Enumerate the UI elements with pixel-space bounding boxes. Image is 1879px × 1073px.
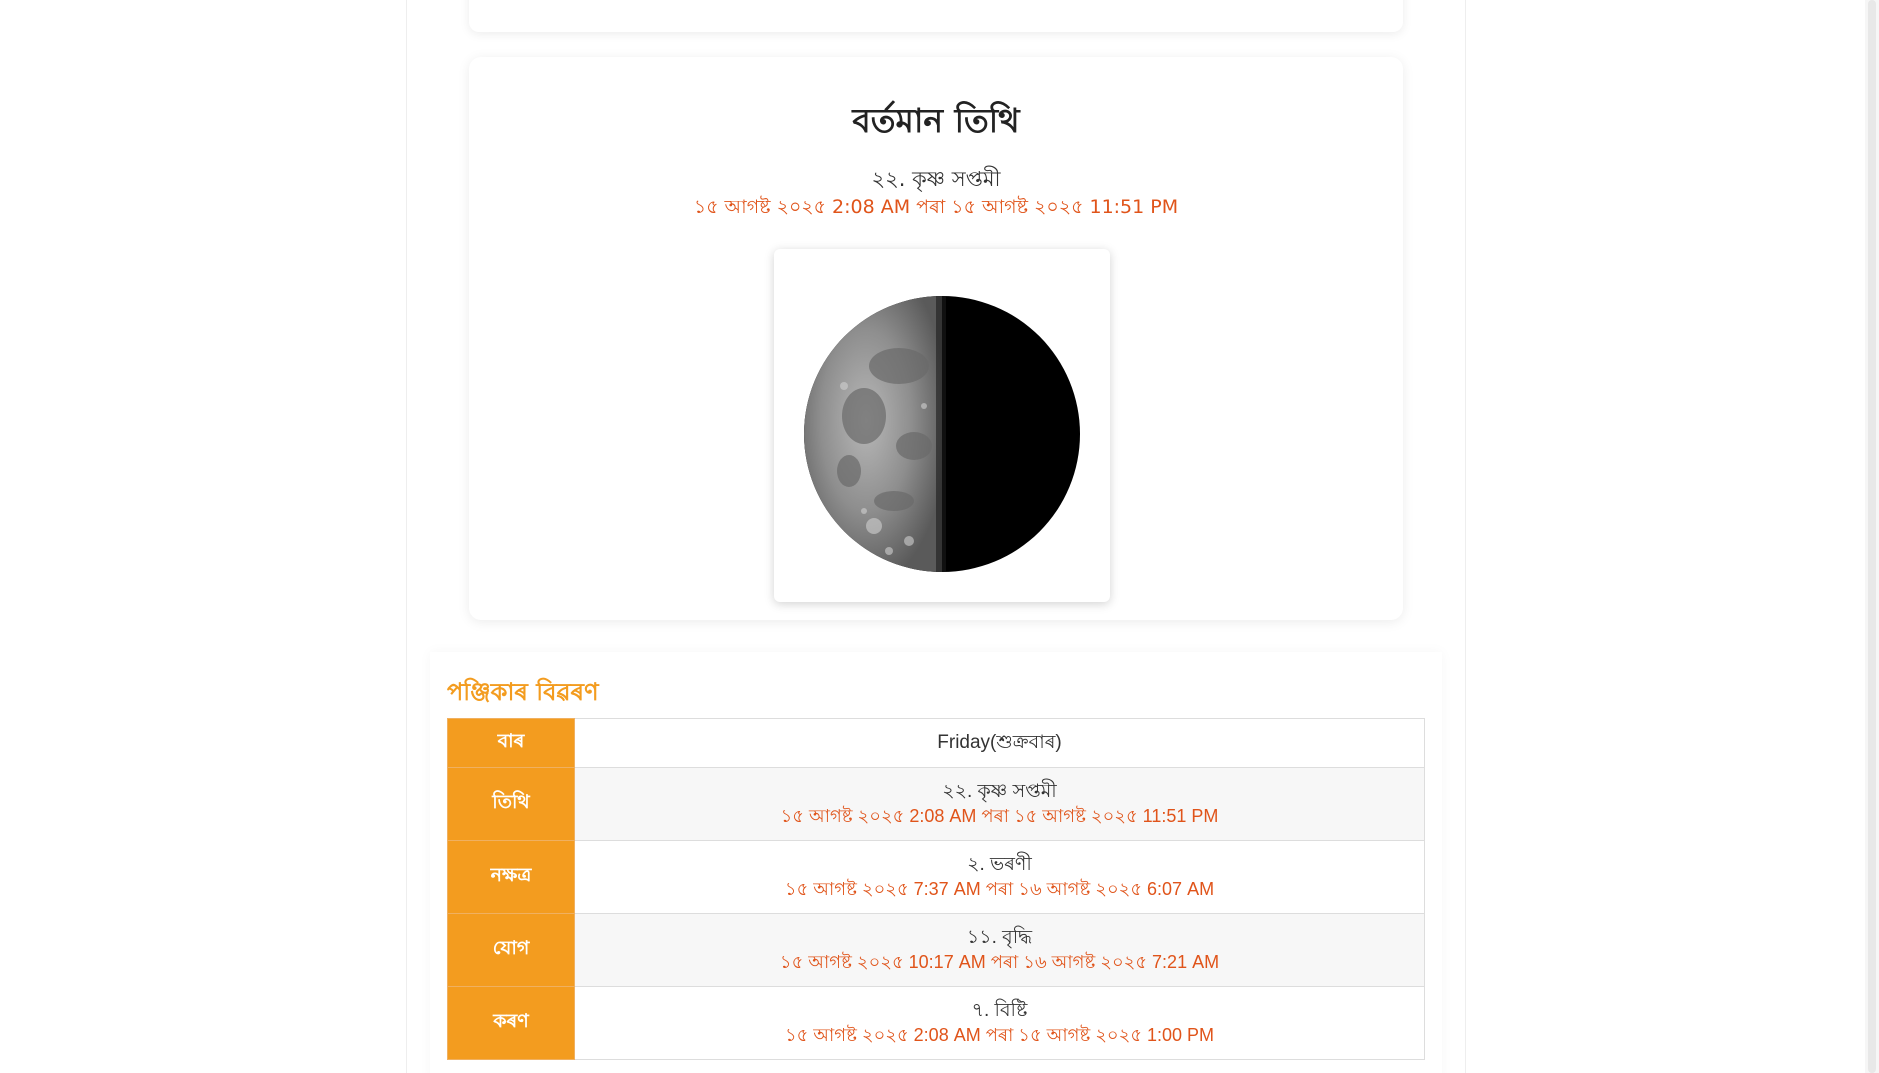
table-row-day	[448, 719, 1425, 768]
row-label: যোগ	[448, 914, 575, 987]
panchang-table	[447, 718, 1425, 1060]
yoga-value: ১১. বৃদ্ধি	[966, 927, 1033, 948]
nakshatra-value: ২. ভৰণী	[967, 854, 1032, 875]
current-tithi-card	[469, 57, 1403, 620]
content-container	[406, 0, 1466, 1073]
row-value	[575, 841, 1425, 914]
waning-half-moon-image	[804, 296, 1080, 572]
row-value	[575, 768, 1425, 841]
row-label: নক্ষত্ৰ	[448, 841, 575, 914]
tithi-time: ১৫ আগষ্ট ২০২৫ 2:08 AM পৰা ১৫ আগষ্ট ২০২৫ 11:51 PM	[780, 806, 1219, 826]
row-value	[575, 719, 1425, 768]
previous-card	[469, 0, 1403, 32]
tithi-value: ২২. কৃষ্ণ সপ্তমী	[942, 781, 1057, 802]
scrollbar-thumb[interactable]	[1868, 0, 1876, 1073]
karana-time: ১৫ আগষ্ট ২০২৫ 2:08 AM পৰা ১৫ আগষ্ট ২০২৫ 1:00 PM	[784, 1025, 1215, 1045]
current-tithi-title: বৰ্তমান তিথি	[852, 101, 1020, 140]
nakshatra-time: ১৫ আগষ্ট ২০২৫ 7:37 AM পৰা ১৬ আগষ্ট ২০২৫ 6:07 AM	[784, 879, 1215, 899]
karana-value: ৭. বিষ্টি	[971, 1000, 1028, 1021]
scrollbar[interactable]	[1865, 0, 1879, 1073]
table-row-yoga	[448, 914, 1425, 987]
table-row-karana	[448, 987, 1425, 1060]
current-tithi-time: ১৫ আগষ্ট ২০২৫ 2:08 AM পৰা ১৫ আগষ্ট ২০২৫ 11:51 PM	[693, 196, 1179, 218]
row-label: বাৰ	[448, 719, 575, 768]
table-row-nakshatra	[448, 841, 1425, 914]
panchang-details-section	[430, 652, 1442, 1073]
current-tithi-name: ২২. কৃষ্ণ সপ্তমী	[871, 167, 1001, 191]
day-value: Friday(শুক্রবাৰ)	[937, 732, 1062, 753]
table-row-tithi	[448, 768, 1425, 841]
panchang-details-title: পঞ্জিকাৰ বিৱৰণ	[447, 678, 599, 706]
row-label: কৰণ	[448, 987, 575, 1060]
row-value	[575, 987, 1425, 1060]
row-value	[575, 914, 1425, 987]
moon-phase-box	[774, 249, 1110, 602]
yoga-time: ১৫ আগষ্ট ২০২৫ 10:17 AM পৰা ১৬ আগষ্ট ২০২৫ 7:21 AM	[779, 952, 1220, 972]
row-label: তিথি	[448, 768, 575, 841]
